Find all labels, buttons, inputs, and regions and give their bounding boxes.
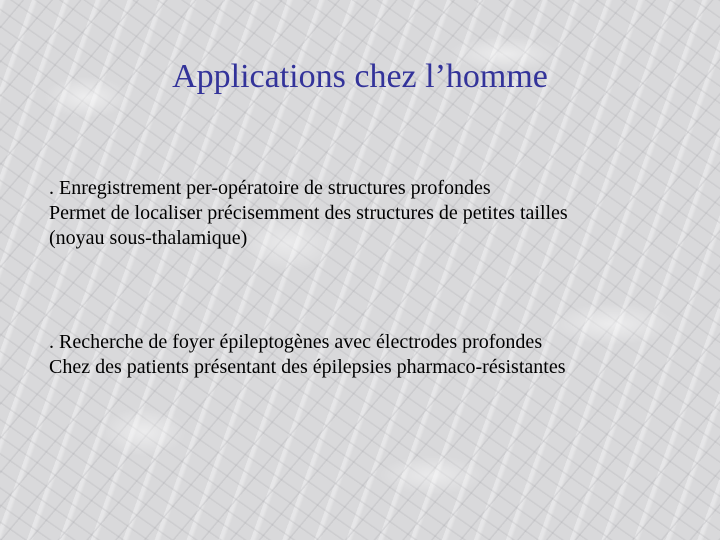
text-line: . Recherche de foyer épileptogènes avec électrodes profondes — [49, 331, 543, 353]
text-block-epilepsy — [49, 330, 709, 380]
slide-title: Applications chez l’homme — [172, 58, 548, 95]
text-line: Permet de localiser précisemment des structures de petites tailles — [49, 202, 568, 224]
text-line: Chez des patients présentant des épilepsies pharmaco-résistantes — [49, 356, 566, 378]
text-line: (noyau sous-thalamique) — [49, 227, 248, 249]
text-block-recording — [49, 176, 709, 251]
text-line: . Enregistrement per-opératoire de structures profondes — [49, 177, 491, 199]
